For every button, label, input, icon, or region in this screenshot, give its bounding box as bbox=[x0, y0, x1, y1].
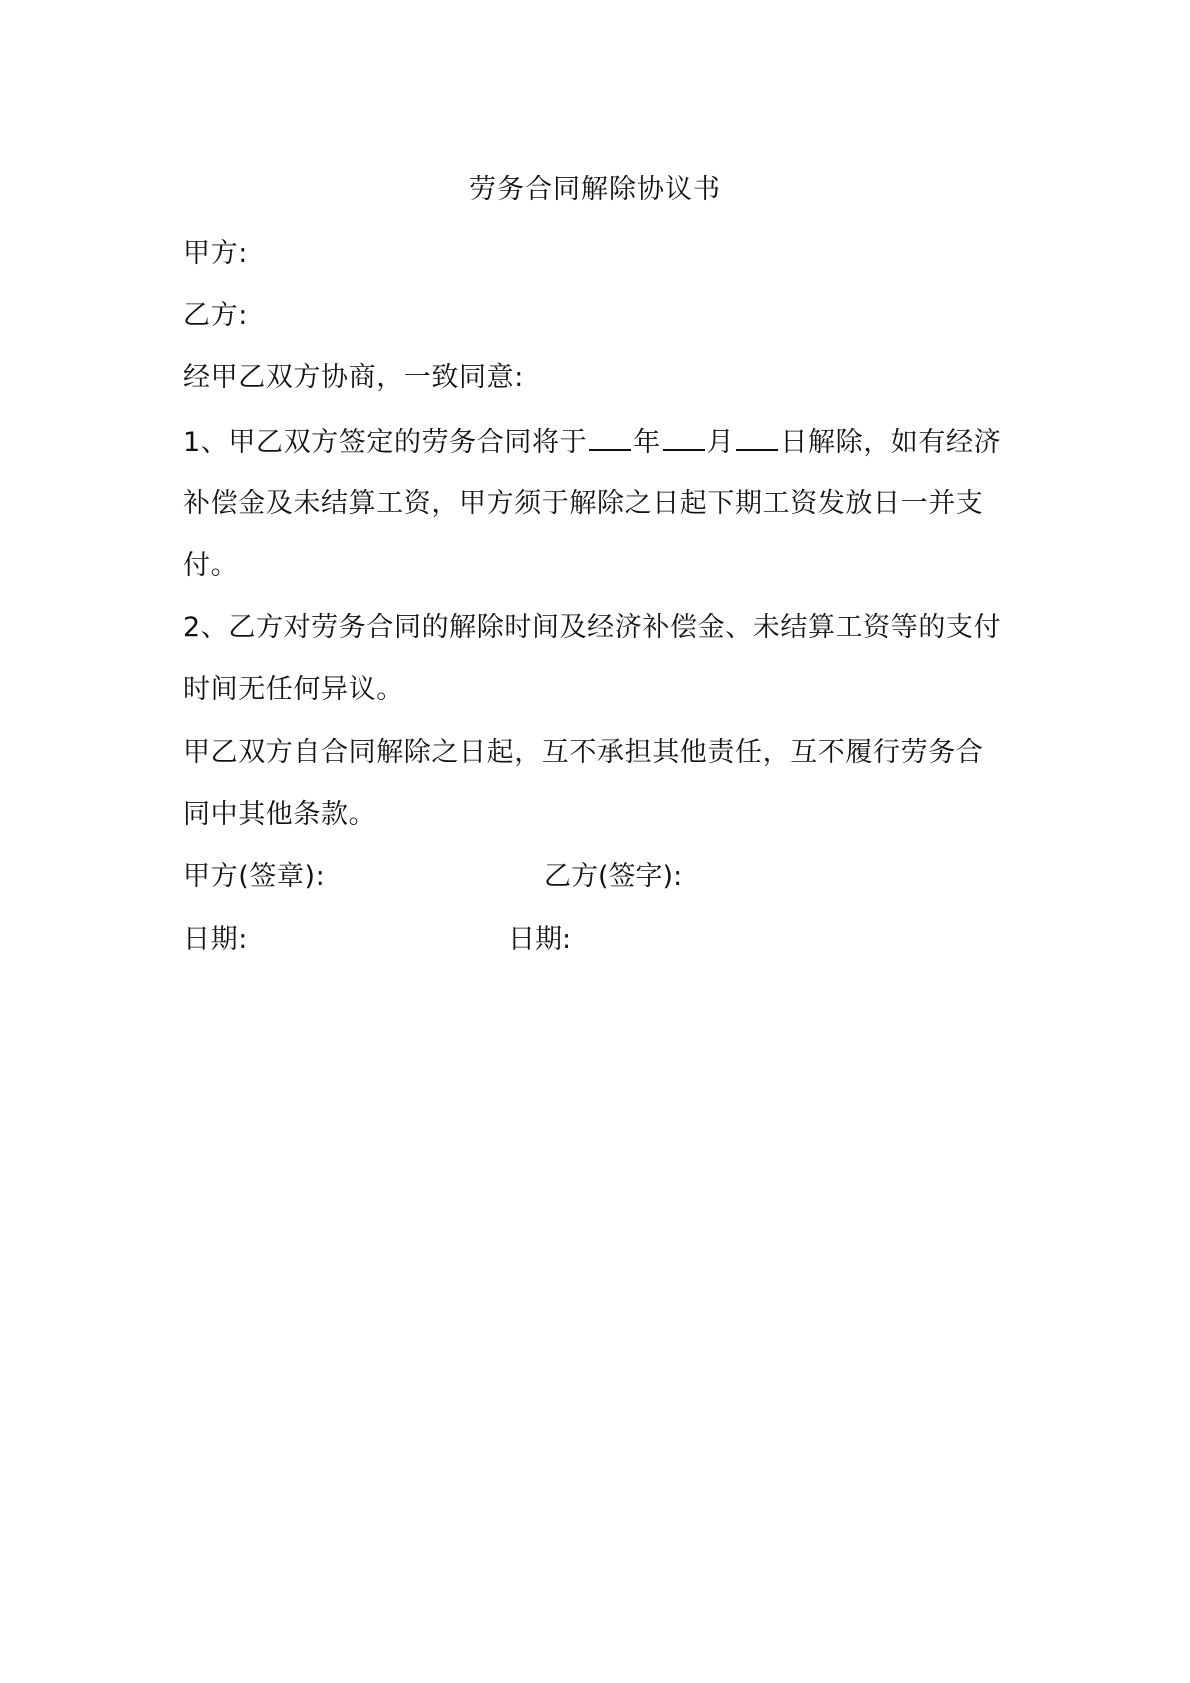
clause-1-line-3: 付。 bbox=[183, 550, 239, 581]
clause-1-prefix: 1、甲乙双方签定的劳务合同将于 bbox=[183, 427, 588, 458]
day-blank bbox=[736, 423, 778, 451]
clause-1-line-1 bbox=[183, 423, 1001, 461]
month-blank bbox=[663, 423, 705, 451]
document-title: 劳务合同解除协议书 bbox=[469, 174, 721, 205]
date-b-label: 日期: bbox=[508, 924, 572, 955]
intro-text: 经甲乙双方协商，一致同意: bbox=[183, 362, 524, 393]
closing-line-1: 甲乙双方自合同解除之日起，互不承担其他责任，互不履行劳务合 bbox=[183, 737, 984, 768]
clause-2-line-1: 2、乙方对劳务合同的解除时间及经济补偿金、未结算工资等的支付 bbox=[183, 612, 1002, 643]
year-blank bbox=[589, 423, 631, 451]
party-b-signature-label: 乙方(签字): bbox=[544, 861, 683, 892]
month-label: 月 bbox=[706, 427, 735, 458]
closing-line-2: 同中其他条款。 bbox=[183, 799, 377, 830]
year-label: 年 bbox=[633, 427, 661, 458]
party-a-label: 甲方: bbox=[183, 238, 248, 269]
clause-1-line-2: 补偿金及未结算工资，甲方须于解除之日起下期工资发放日一并支 bbox=[183, 488, 984, 519]
party-b-label: 乙方: bbox=[183, 300, 248, 331]
party-a-signature-label: 甲方(签章): bbox=[183, 861, 326, 892]
clause-1-suffix: 日解除，如有经济 bbox=[780, 427, 1002, 458]
clause-2-line-2: 时间无任何异议。 bbox=[183, 674, 404, 705]
date-a-label: 日期: bbox=[183, 924, 248, 955]
